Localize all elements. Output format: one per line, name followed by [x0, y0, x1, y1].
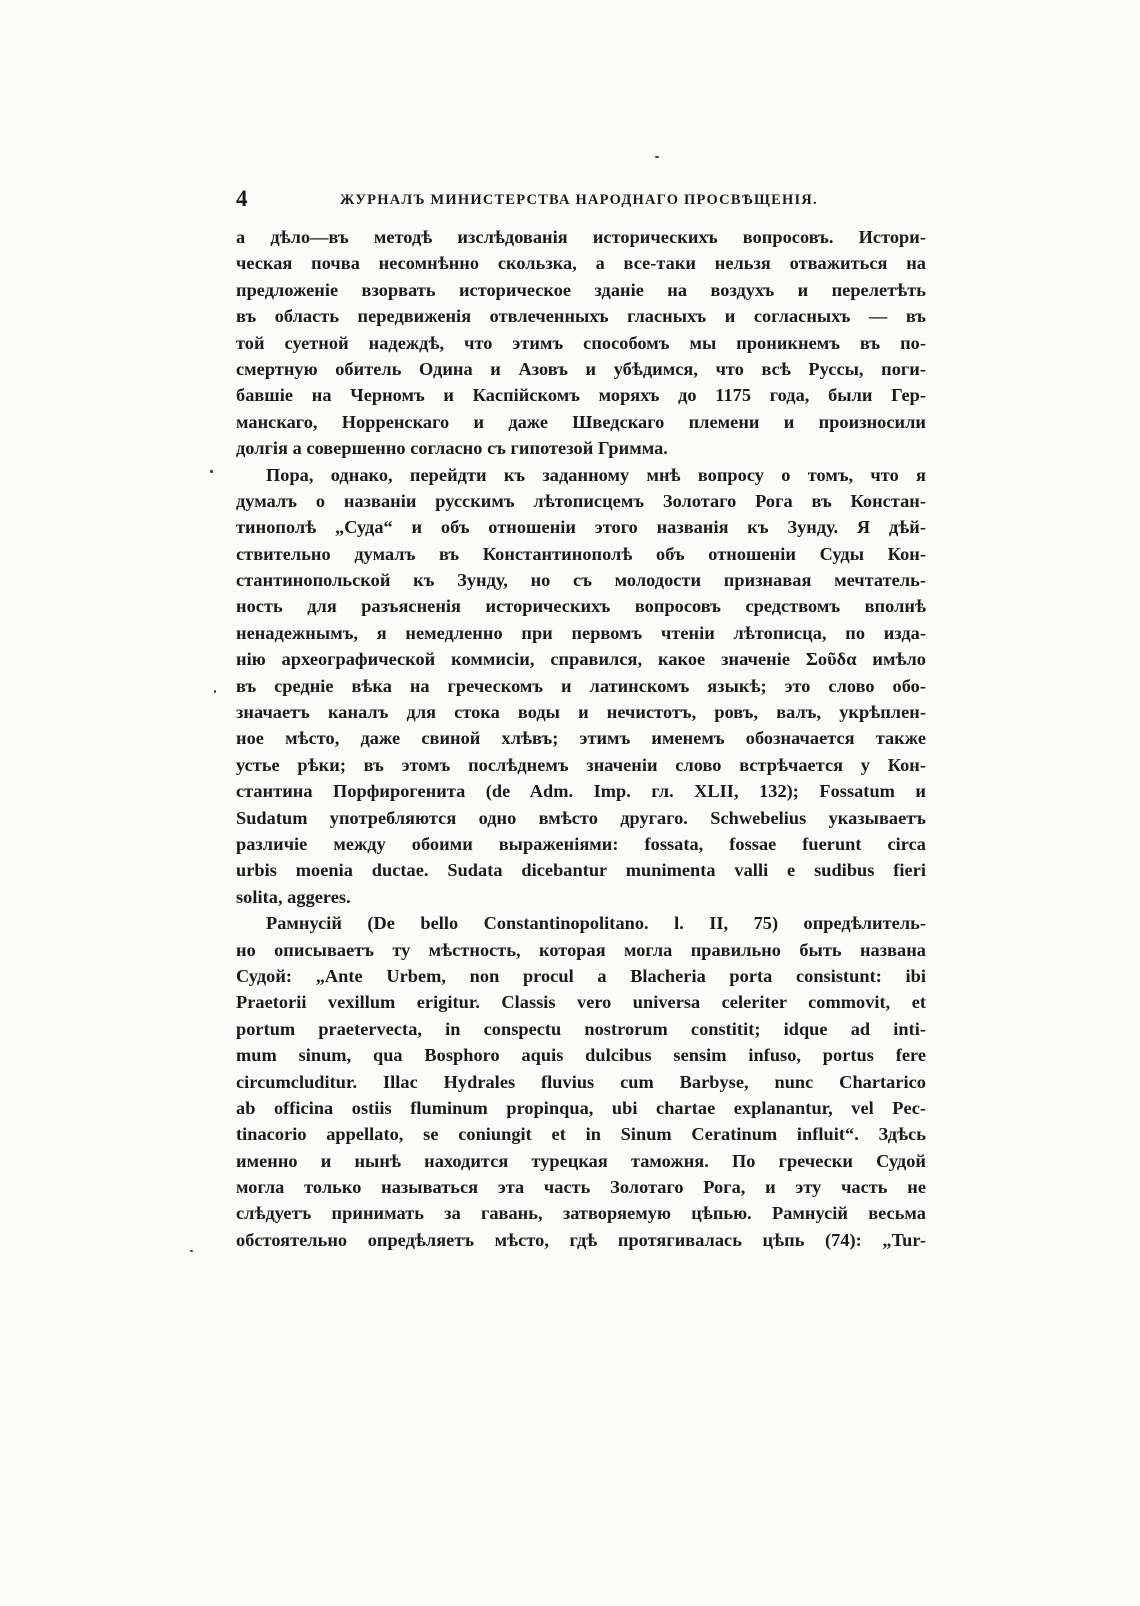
text-line: устье рѣки; въ этомъ послѣднемъ значеніи слово встрѣчается у Кон-: [236, 754, 926, 775]
page-number: 4: [236, 186, 248, 211]
running-head: [236, 186, 926, 216]
text-line: Sudatum употребляются одно вмѣсто другаго. Schwebelius указываетъ: [236, 807, 926, 828]
text-line: въ средніе вѣка на греческомъ и латинскомъ языкѣ; это слово обо-: [236, 675, 926, 696]
text-line: манскаго, Норренскаго и даже Шведскаго племени и произносили: [236, 411, 926, 432]
text-line: ческая почва несомнѣнно скользка, а все-таки нельзя отважиться на: [236, 253, 926, 274]
text-line: бавшіе на Черномъ и Каспійскомъ моряхъ до 1175 года, были Гер-: [236, 385, 926, 406]
text-line: различіе между обоими выраженіями: fossata, fossae fuerunt circa: [236, 833, 926, 854]
text-line: ненадежнымъ, я немедленно при первомъ чтеніи лѣтописца, по изда-: [236, 622, 926, 643]
journal-title: ЖУРНАЛЪ МИНИСТЕРСТВА НАРОДНАГО ПРОСВѢЩЕНІЯ.: [340, 192, 818, 208]
page: [236, 186, 926, 1253]
text-line: ab officina ostiis fluminum propinqua, ubi chartae explanantur, vel Pec-: [236, 1097, 926, 1118]
text-line: стантинопольской къ Зунду, но съ молодости признавая мечтатель-: [236, 570, 926, 591]
text-line: стантина Порфирогенита (de Adm. Imp. гл. XLII, 132); Fossatum и: [236, 781, 926, 802]
text-line: предложеніе взорвать историческое зданіе на воздухъ и перелетѣть: [236, 279, 926, 300]
text-line: Praetorii vexillum erigitur. Classis vero universa celeriter commovit, et: [236, 992, 926, 1013]
text-line: tinacorio appellato, se coniungit et in Sinum Ceratinum influit“. Здѣсь: [236, 1124, 926, 1145]
text-line: нію археографической коммисіи, справился, какое значеніе Σοῦδα имѣло: [236, 649, 926, 670]
text-line: слѣдуетъ принимать за гавань, затворяемую цѣпью. Рамнусій весьма: [236, 1203, 926, 1224]
text-line: ность для разъясненія историческихъ вопросовъ средствомъ вполнѣ: [236, 596, 926, 617]
paragraph-start-line: Пора, однако, перейдти къ заданному мнѣ вопросу о томъ, что я: [266, 464, 926, 485]
text-line: думалъ о названіи русскимъ лѣтописцемъ Золотаго Рога въ Констан-: [236, 490, 926, 511]
text-line: ствительно думалъ въ Константинополѣ объ отношеніи Суды Кон-: [236, 543, 926, 564]
text-line: urbis moenia ductae. Sudata dicebantur munimenta valli e sudibus fieri: [236, 860, 926, 881]
text-line: тинополѣ „Суда“ и объ отношеніи этого названія къ Зунду. Я дѣй-: [236, 517, 926, 538]
body-text: [236, 224, 926, 1253]
text-line: ное мѣсто, даже свиной хлѣвъ; этимъ именемъ обозначается также: [236, 728, 926, 749]
text-line: circumcluditur. Illac Hydrales fluvius cum Barbyse, nunc Chartarico: [236, 1071, 926, 1092]
text-line: а дѣло—въ методѣ изслѣдованія историческихъ вопросовъ. Истори-: [236, 227, 926, 247]
text-line: смертную обитель Одина и Азовъ и убѣдимся, что всѣ Руссы, поги-: [236, 358, 926, 379]
ink-speck-left: [210, 470, 213, 473]
text-line: solita, aggeres.: [236, 886, 351, 907]
ink-speck-top: [655, 156, 659, 158]
ink-speck-left-3: [190, 1250, 193, 1252]
text-line: долгія а совершенно согласно съ гипотезой Гримма.: [236, 438, 668, 459]
text-line: mum sinum, qua Bosphoro aquis dulcibus sensim infuso, portus fere: [236, 1045, 926, 1066]
ink-speck-left-2: [214, 690, 216, 693]
text-line: но описываетъ ту мѣстность, которая могла правильно быть названа: [236, 939, 926, 960]
paragraph-start-line: Рамнусій (De bello Constantinopolitano. l. II, 75) опредѣлитель-: [266, 913, 926, 934]
text-line: Судой: „Ante Urbem, non procul a Blacheria porta consistunt: ibi: [236, 965, 926, 986]
text-line: могла только называться эта часть Золотаго Рога, и эту часть не: [236, 1177, 926, 1198]
text-line: въ область передвиженія отвлеченныхъ гласныхъ и согласныхъ — въ: [236, 306, 926, 327]
text-line: portum praetervecta, in conspectu nostrorum constitit; idque ad inti-: [236, 1018, 926, 1039]
text-line: обстоятельно опредѣляетъ мѣсто, гдѣ протягивалась цѣпь (74): „Tur-: [236, 1229, 926, 1250]
text-line: той суетной надеждѣ, что этимъ способомъ мы проникнемъ въ по-: [236, 332, 926, 353]
text-line: значаетъ каналъ для стока воды и нечистотъ, ровъ, валъ, укрѣплен-: [236, 702, 926, 723]
text-line: именно и нынѣ находится турецкая таможня. По гречески Судой: [236, 1150, 926, 1171]
